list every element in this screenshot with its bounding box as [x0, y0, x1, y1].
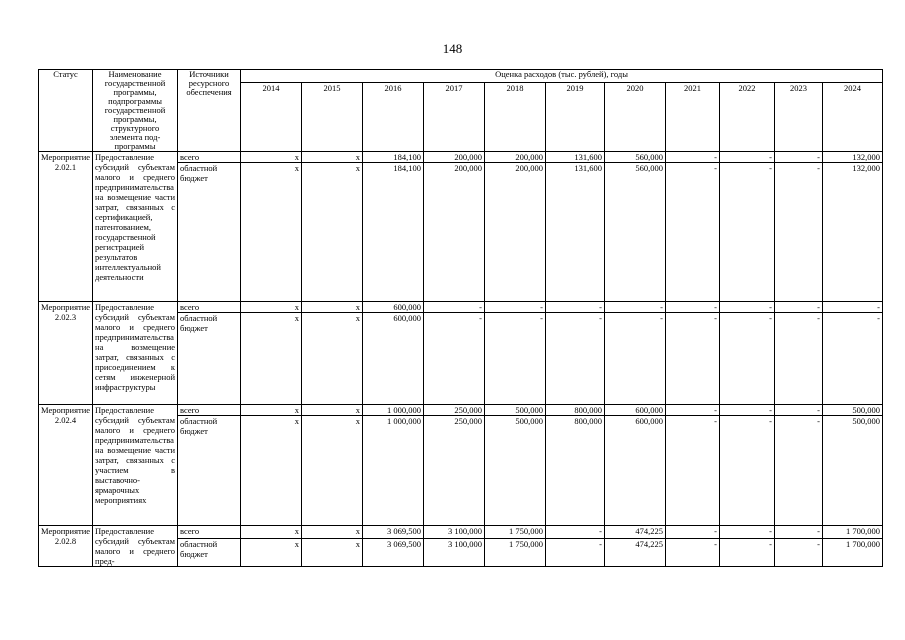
value-cell: - [424, 313, 485, 405]
value-cell: - [823, 302, 883, 313]
year-header: 2021 [666, 83, 720, 152]
header-sources: Источники ресурсного обеспечения [178, 70, 241, 152]
value-cell: - [666, 539, 720, 567]
value-cell: 560,000 [605, 152, 666, 163]
value-cell: 500,000 [485, 405, 546, 416]
value-cell: 800,000 [546, 416, 605, 526]
value-cell: 131,600 [546, 163, 605, 302]
expenditure-table [38, 69, 883, 567]
value-cell: - [775, 539, 823, 567]
value-cell: - [424, 302, 485, 313]
value-cell: 250,000 [424, 405, 485, 416]
value-cell: 500,000 [823, 405, 883, 416]
value-cell: x [302, 163, 363, 302]
row-status: Мероприятие 2.02.8 [39, 526, 93, 567]
value-cell: - [720, 526, 775, 539]
value-cell: x [302, 152, 363, 163]
value-cell: x [241, 163, 302, 302]
value-cell: 250,000 [424, 416, 485, 526]
source-cell: областной бюджет [178, 416, 241, 526]
source-cell: всего [178, 152, 241, 163]
value-cell: - [666, 405, 720, 416]
source-cell: всего [178, 405, 241, 416]
value-cell: - [485, 313, 546, 405]
value-cell: x [241, 302, 302, 313]
value-cell: - [546, 313, 605, 405]
source-cell: всего [178, 302, 241, 313]
year-header: 2022 [720, 83, 775, 152]
value-cell: - [720, 302, 775, 313]
value-cell: 500,000 [823, 416, 883, 526]
value-cell: 3 100,000 [424, 526, 485, 539]
row-name: Предоставление субсидий субъектам малого и среднего предпринимательства на возмещение части затрат, связанных с участием в выставочно-ярмарочных мероприятиях [93, 405, 178, 526]
year-header: 2020 [605, 83, 666, 152]
value-cell: 184,100 [363, 163, 424, 302]
value-cell: 184,100 [363, 152, 424, 163]
header-status: Статус [39, 70, 93, 152]
value-cell: - [666, 526, 720, 539]
row-name: Предоставление субсидий субъектам малого и среднего пред- [93, 526, 178, 567]
value-cell: - [775, 313, 823, 405]
value-cell: x [302, 526, 363, 539]
year-header: 2016 [363, 83, 424, 152]
value-cell: - [666, 152, 720, 163]
value-cell: 1 700,000 [823, 539, 883, 567]
value-cell: 474,225 [605, 539, 666, 567]
value-cell: x [302, 416, 363, 526]
value-cell: 131,600 [546, 152, 605, 163]
value-cell: - [775, 405, 823, 416]
value-cell: 200,000 [424, 163, 485, 302]
value-cell: - [720, 163, 775, 302]
value-cell: - [666, 163, 720, 302]
value-cell: - [485, 302, 546, 313]
value-cell: 500,000 [485, 416, 546, 526]
year-header: 2024 [823, 83, 883, 152]
value-cell: x [302, 539, 363, 567]
value-cell: x [241, 152, 302, 163]
value-cell: - [666, 313, 720, 405]
row-status: Мероприятие 2.02.3 [39, 302, 93, 405]
value-cell: 3 069,500 [363, 526, 424, 539]
value-cell: - [720, 405, 775, 416]
value-cell: 600,000 [363, 313, 424, 405]
value-cell: 800,000 [546, 405, 605, 416]
page-number: 148 [442, 41, 463, 56]
value-cell: x [241, 405, 302, 416]
value-cell: - [775, 163, 823, 302]
year-header: 2015 [302, 83, 363, 152]
source-cell: всего [178, 526, 241, 539]
value-cell: 600,000 [605, 405, 666, 416]
value-cell: x [302, 405, 363, 416]
value-cell: x [241, 539, 302, 567]
value-cell: - [720, 313, 775, 405]
source-cell: областной бюджет [178, 539, 241, 567]
value-cell: 3 100,000 [424, 539, 485, 567]
year-header: 2014 [241, 83, 302, 152]
value-cell: - [546, 526, 605, 539]
header-estimate: Оценка расходов (тыс. рублей), годы [241, 70, 883, 83]
year-header: 2019 [546, 83, 605, 152]
value-cell: 600,000 [363, 302, 424, 313]
value-cell: 132,000 [823, 152, 883, 163]
source-cell: областной бюджет [178, 163, 241, 302]
value-cell: 1 700,000 [823, 526, 883, 539]
value-cell: 1 750,000 [485, 526, 546, 539]
value-cell: - [775, 526, 823, 539]
value-cell: - [775, 416, 823, 526]
value-cell: 600,000 [605, 416, 666, 526]
year-header: 2023 [775, 83, 823, 152]
value-cell: 200,000 [485, 163, 546, 302]
value-cell: 3 069,500 [363, 539, 424, 567]
value-cell: 1 000,000 [363, 416, 424, 526]
value-cell: 1 000,000 [363, 405, 424, 416]
source-cell: областной бюджет [178, 313, 241, 405]
value-cell: 474,225 [605, 526, 666, 539]
row-status: Мероприятие 2.02.1 [39, 152, 93, 302]
value-cell: x [302, 302, 363, 313]
value-cell: x [241, 313, 302, 405]
header-name: Наименование государственной программы, подпрограммы государственной программы, структурного элемента под-программы [93, 70, 178, 152]
value-cell: - [720, 152, 775, 163]
row-name: Предоставление субсидий субъектам малого и среднего предпринимательства на возмещение части затрат, связанных с сертификацией, патентованием, государственной регистрацией результатов интеллектуальной деятельности [93, 152, 178, 302]
value-cell: - [666, 416, 720, 526]
year-header: 2018 [485, 83, 546, 152]
value-cell: x [241, 416, 302, 526]
value-cell: 200,000 [485, 152, 546, 163]
value-cell: 200,000 [424, 152, 485, 163]
value-cell: - [546, 539, 605, 567]
row-status: Мероприятие 2.02.4 [39, 405, 93, 526]
value-cell: - [823, 313, 883, 405]
value-cell: - [605, 313, 666, 405]
value-cell: x [302, 313, 363, 405]
value-cell: x [241, 526, 302, 539]
value-cell: - [720, 539, 775, 567]
value-cell: - [605, 302, 666, 313]
row-name: Предоставление субсидий субъектам малого и среднего предпринимательства на возмещение затрат, связанных с присоединением к сетям инженерной инфраструктуры [93, 302, 178, 405]
value-cell: 1 750,000 [485, 539, 546, 567]
value-cell: - [720, 416, 775, 526]
value-cell: - [546, 302, 605, 313]
value-cell: - [775, 152, 823, 163]
value-cell: 132,000 [823, 163, 883, 302]
value-cell: 560,000 [605, 163, 666, 302]
value-cell: - [775, 302, 823, 313]
value-cell: - [666, 302, 720, 313]
year-header: 2017 [424, 83, 485, 152]
